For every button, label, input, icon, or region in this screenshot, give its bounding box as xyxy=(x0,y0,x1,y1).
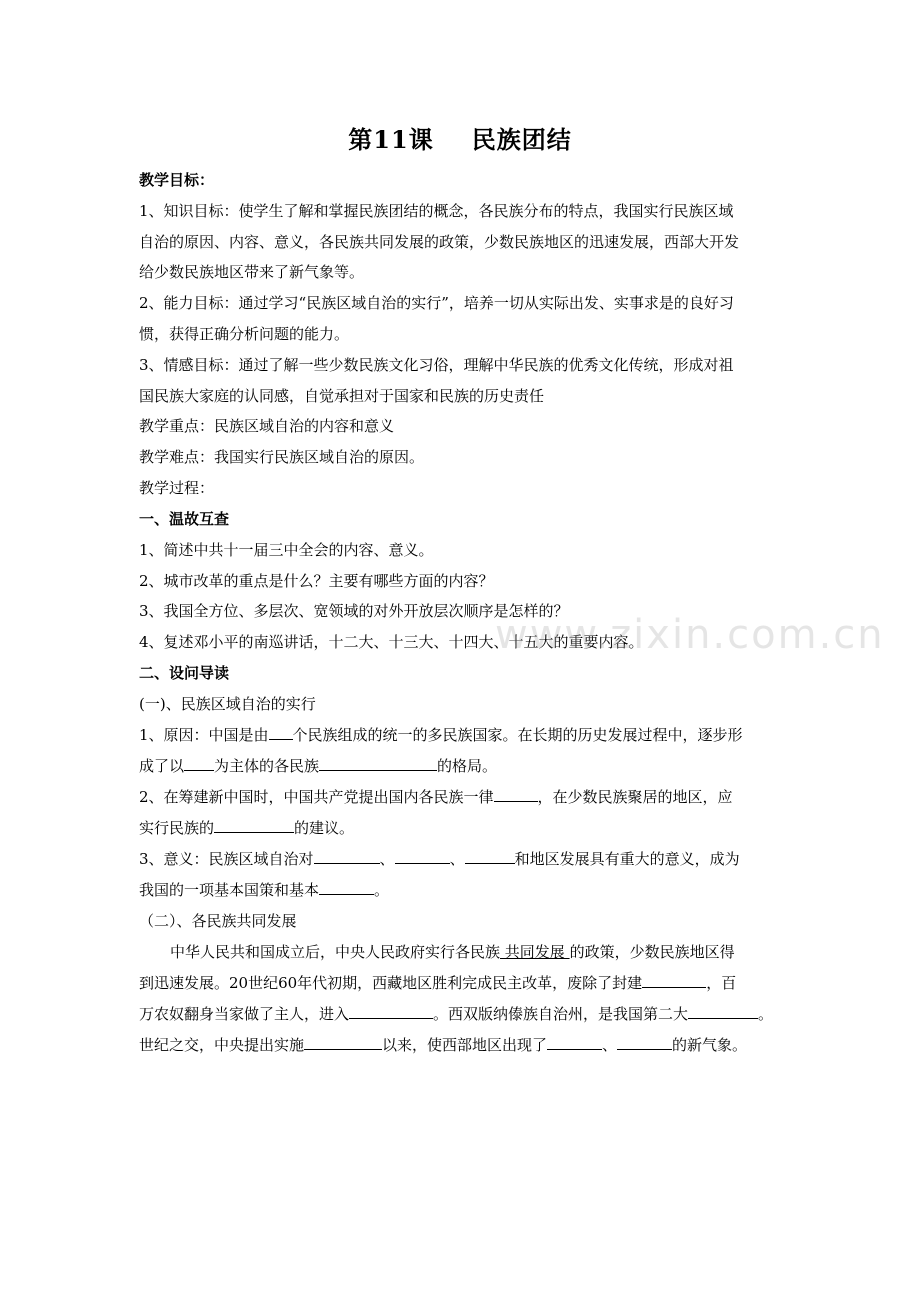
key-point: 教学重点：民族区域自治的内容和意义 xyxy=(139,417,395,435)
section-2-heading: 二、设问导读 xyxy=(139,664,230,682)
paragraph-line-2: 到迅速发展。20世纪60年代初期，西藏地区胜利完成民主改革，废除了封建 ，百 xyxy=(139,974,737,992)
objective-1-line-2: 自治的原因、内容、意义，各民族共同发展的政策，少数民族地区的迅速发展，西部大开发 xyxy=(139,233,740,251)
question-1-line-2: 成了以 为主体的各民族 的格局。 xyxy=(139,757,498,775)
teaching-process-label: 教学过程： xyxy=(139,479,215,497)
fill-blank[interactable] xyxy=(214,818,294,833)
fill-blank[interactable] xyxy=(494,787,538,802)
fill-blank[interactable] xyxy=(617,1035,672,1050)
paragraph-line-1: 中华人民共和国成立后，中央人民政府实行各民族 共同发展 的政策，少数民族地区得 xyxy=(170,943,735,961)
fill-blank[interactable] xyxy=(642,973,706,988)
paragraph-line-4: 世纪之交，中央提出实施 以来，使西部地区出现了 、 的新气象。 xyxy=(139,1036,748,1054)
fill-blank[interactable] xyxy=(319,880,374,895)
filled-answer: 共同发展 xyxy=(500,943,570,961)
lesson-name: 民族团结 xyxy=(471,125,572,154)
question-3-line-1: 3、意义：民族区域自治对 、 、 和地区发展具有重大的意义，成为 xyxy=(139,850,740,868)
objective-3-line-1: 3、情感目标：通过了解一些少数民族文化习俗，理解中华民族的优秀文化传统，形成对祖 xyxy=(139,356,734,374)
question-2-line-1: 2、在筹建新中国时，中国共产党提出国内各民族一律 ，在少数民族聚居的地区，应 xyxy=(139,788,733,806)
fill-blank[interactable] xyxy=(269,725,293,740)
review-question-1: 1、简述中共十一届三中全会的内容、意义。 xyxy=(139,541,434,559)
question-3-line-2: 我国的一项基本国策和基本 。 xyxy=(139,881,390,899)
subsection-2-heading: （二）、各民族共同发展 xyxy=(139,912,297,930)
fill-blank[interactable] xyxy=(395,849,450,864)
paragraph-line-3: 万农奴翻身当家做了主人，进入 。西双版纳傣族自治州，是我国第二大 。 xyxy=(139,1005,774,1023)
fill-blank[interactable] xyxy=(349,1004,433,1019)
fill-blank[interactable] xyxy=(184,756,214,771)
objective-3-line-2: 国民族大家庭的认同感，自觉承担对于国家和民族的历史责任 xyxy=(139,387,545,405)
subsection-1-heading: (一)、民族区域自治的实行 xyxy=(139,695,316,713)
question-1-line-1: 1、原因：中国是由 个民族组成的统一的多民族国家。在长期的历史发展过程中，逐步形 xyxy=(139,726,743,744)
fill-blank[interactable] xyxy=(304,1035,382,1050)
objective-1-line-3: 给少数民族地区带来了新气象等。 xyxy=(139,263,365,281)
objective-2-line-1: 2、能力目标：通过学习“民族区域自治的实行”，培养一切从实际出发、实事求是的良好习 xyxy=(139,294,734,312)
objectives-heading: 教学目标： xyxy=(139,171,215,189)
difficult-point: 教学难点：我国实行民族区域自治的原因。 xyxy=(139,448,425,466)
fill-blank[interactable] xyxy=(319,756,437,771)
page-title xyxy=(0,120,920,155)
review-question-2: 2、城市改革的重点是什么？主要有哪些方面的内容？ xyxy=(139,572,494,590)
objective-1-line-1: 1、知识目标：使学生了解和掌握民族团结的概念，各民族分布的特点，我国实行民族区域 xyxy=(139,202,734,220)
fill-blank[interactable] xyxy=(465,849,515,864)
fill-blank[interactable] xyxy=(688,1004,758,1019)
watermark: www.zixin.com.cn xyxy=(495,612,885,658)
objective-2-line-2: 惯，获得正确分析问题的能力。 xyxy=(139,325,350,343)
question-2-line-2: 实行民族的 的建议。 xyxy=(139,819,355,837)
lesson-number: 第11课 xyxy=(348,125,434,154)
review-question-4: 4、复述邓小平的南巡讲话，十二大、十三大、十四大、十五大的重要内容。 xyxy=(139,633,644,651)
review-question-3: 3、我国全方位、多层次、宽领域的对外开放层次顺序是怎样的？ xyxy=(139,602,569,620)
fill-blank[interactable] xyxy=(314,849,380,864)
fill-blank[interactable] xyxy=(547,1035,602,1050)
section-1-heading: 一、温故互查 xyxy=(139,510,230,528)
